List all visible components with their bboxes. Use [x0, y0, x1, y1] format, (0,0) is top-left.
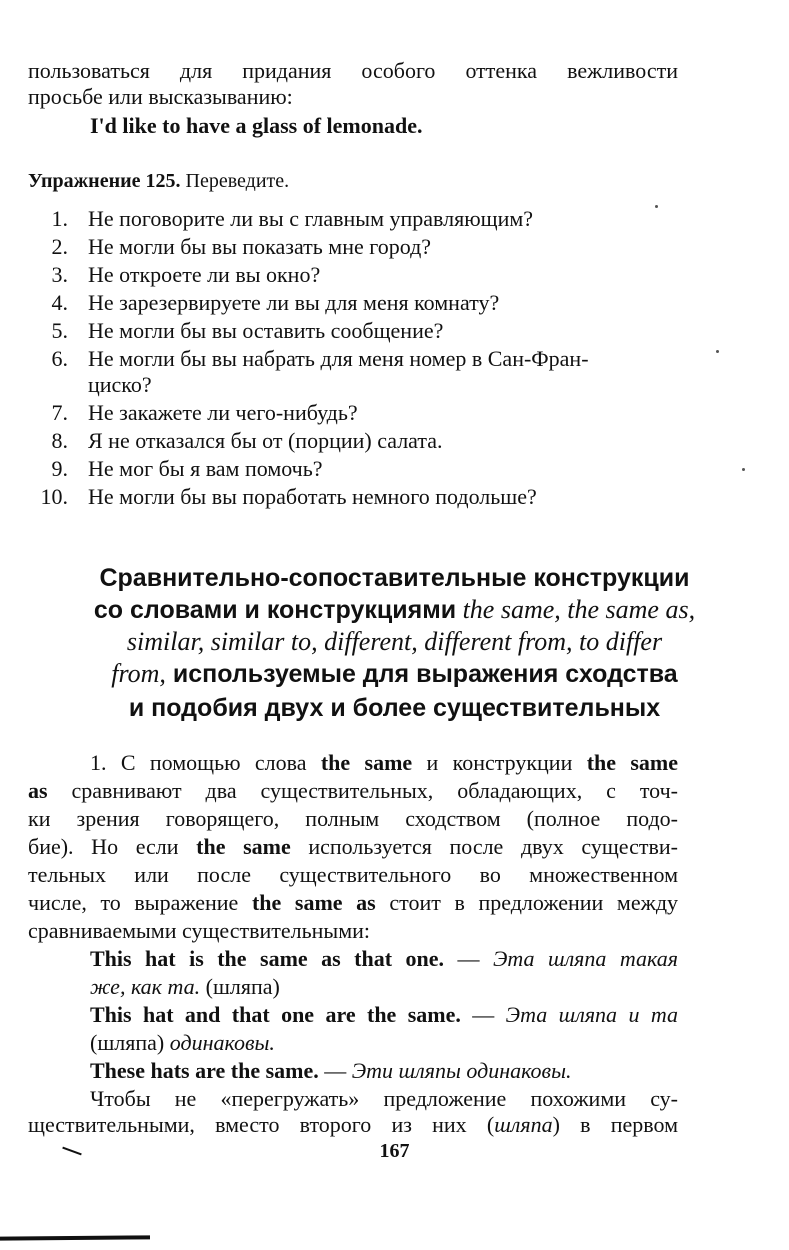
body-line: Чтобы не «перегружать» предложение похожими су- — [90, 1086, 678, 1111]
item-text: Не закажете ли чего-нибудь? — [88, 400, 358, 425]
body-line: сравниваемыми существительными: — [28, 918, 371, 943]
item-text: Не могли бы вы набрать для меня номер в Сан-Фран- — [88, 346, 589, 371]
page-number: 167 — [379, 1140, 410, 1162]
scan-speck — [655, 205, 658, 208]
heading-line-2: со словами и конструкциями the same, the same as, — [93, 595, 696, 624]
body-line: числе, то выражение the same as стоит в предложении между — [28, 890, 679, 915]
item-number: 9. — [51, 456, 68, 481]
item-number: 4. — [51, 290, 68, 315]
body-line: ки зрения говорящего, полным сходством (полное подо- — [28, 806, 678, 831]
scan-edge-mark — [0, 1235, 150, 1240]
item-text: Не откроете ли вы окно? — [88, 262, 321, 287]
body-line: тельных или после существительного во множественном — [28, 862, 678, 887]
example-1-line-2: же, как та. (шляпа) — [90, 974, 280, 999]
item-number: 2. — [51, 234, 68, 259]
body-line: as сравнивают два существительных, обладающих, с точ- — [28, 778, 678, 803]
example-2-line-2: (шляпа) одинаковы. — [90, 1030, 275, 1055]
item-number: 10. — [40, 484, 68, 509]
item-number: 5. — [51, 318, 68, 343]
item-text: Не поговорите ли вы с главным управляющим? — [88, 206, 534, 231]
intro-example: I'd like to have a glass of lemonade. — [90, 113, 423, 138]
body-line: ществительными, вместо второго из них (шляпа) в первом — [28, 1112, 678, 1137]
intro-line-1: пользоваться для придания особого оттенка вежливости — [28, 58, 678, 83]
item-text: Не могли бы вы оставить сообщение? — [88, 318, 444, 343]
exercise-label: Упражнение 125. — [28, 170, 181, 192]
item-text: Не могли бы вы поработать немного подольше? — [88, 484, 537, 509]
item-number: 3. — [51, 262, 68, 287]
scan-speck — [742, 468, 745, 471]
example-1-line-1: This hat is the same as that one. — Эта шляпа такая — [90, 946, 678, 971]
item-text: Не могли бы вы показать мне город? — [88, 234, 432, 259]
heading-line-4: from, используемые для выражения сходства — [111, 659, 678, 688]
exercise-header — [28, 168, 289, 194]
body-line: бие). Но если the same используется после двух существи- — [28, 834, 678, 859]
item-number: 7. — [51, 400, 68, 425]
scan-speck — [716, 350, 719, 353]
example-3: These hats are the same. — Эти шляпы одинаковы. — [90, 1058, 572, 1083]
item-text: Не зарезервируете ли вы для меня комнату? — [88, 290, 500, 315]
intro-line-2: просьбе или высказыванию: — [28, 84, 293, 109]
body-line: 1. С помощью слова the same и конструкции the same — [90, 750, 679, 775]
item-text: Я не отказался бы от (порции) салата. — [88, 428, 443, 453]
item-number: 1. — [51, 206, 68, 231]
heading-line-1: Сравнительно-сопоставительные конструкции — [99, 564, 690, 592]
item-number: 8. — [51, 428, 68, 453]
item-number: 6. — [51, 346, 68, 371]
item-text: Не мог бы я вам помочь? — [88, 456, 323, 481]
example-2-line-1: This hat and that one are the same. — Эта шляпа и та — [90, 1002, 678, 1027]
exercise-instruction: Переведите. — [185, 170, 290, 192]
heading-line-3: similar, similar to, different, different from, to differ — [126, 627, 663, 656]
heading-line-5: и подобия двух и более существительных — [128, 694, 661, 722]
item-text-continuation: циско? — [88, 372, 152, 397]
